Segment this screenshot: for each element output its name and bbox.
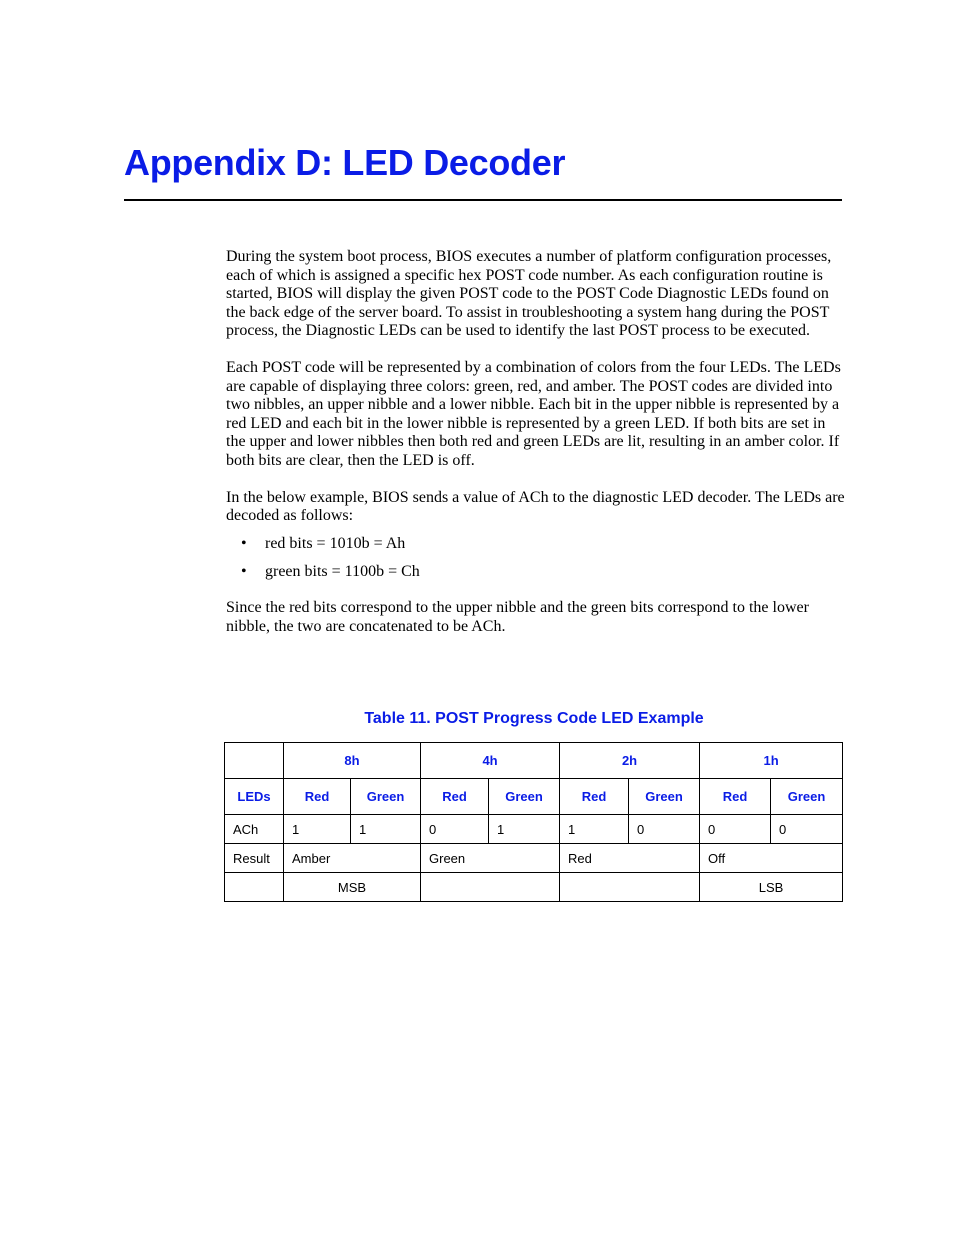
msb-label: MSB [284, 873, 421, 902]
result-label: Result [225, 844, 284, 873]
table-row [225, 779, 843, 815]
bullet-list [226, 535, 846, 582]
list-item: • red bits = 1010b = Ah [241, 534, 406, 552]
subheader-red: Red [421, 779, 489, 815]
subheader-red: Red [560, 779, 629, 815]
table-caption: Table 11. POST Progress Code LED Example [364, 710, 704, 727]
ach-label: ACh [225, 815, 284, 844]
paragraph-concatenation: Since the red bits correspond to the upper nibble and the green bits correspond to the lower nibble, the two are concatenated to be ACh. [226, 599, 809, 635]
empty-cell [225, 743, 284, 779]
group-header-8h: 8h [284, 743, 421, 779]
bit-value: 0 [629, 815, 700, 844]
table-row [225, 743, 843, 779]
subheader-green: Green [489, 779, 560, 815]
empty-cell [560, 873, 700, 902]
group-header-2h: 2h [560, 743, 700, 779]
subheader-green: Green [629, 779, 700, 815]
result-value: Green [421, 844, 560, 873]
bit-value: 0 [771, 815, 843, 844]
title-divider [124, 199, 842, 201]
leds-header: LEDs [225, 779, 284, 815]
table-row [225, 873, 843, 902]
list-item: • green bits = 1100b = Ch [241, 562, 420, 580]
result-value: Amber [284, 844, 421, 873]
empty-cell [421, 873, 560, 902]
subheader-green: Green [351, 779, 421, 815]
page-title: Appendix D: LED Decoder [124, 142, 566, 183]
bit-value: 1 [560, 815, 629, 844]
paragraph-boot-process: During the system boot process, BIOS executes a number of platform configuration processes, each of which is assigned a specific hex POST code number. As each configuration routine is started, BIOS will display the given POST code to the POST Code Diagnostic LEDs found on the back edge of the server board. To assist in troubleshooting a system hang during the POST process, the Diagnostic LEDs can be used to identify the last POST process to be executed. [226, 248, 832, 340]
bit-value: 0 [700, 815, 771, 844]
group-header-4h: 4h [421, 743, 560, 779]
group-header-1h: 1h [700, 743, 843, 779]
bit-value: 0 [421, 815, 489, 844]
table-row [225, 844, 843, 873]
bit-value: 1 [351, 815, 421, 844]
bit-value: 1 [284, 815, 351, 844]
result-value: Off [700, 844, 843, 873]
body-text [226, 248, 846, 654]
subheader-red: Red [284, 779, 351, 815]
paragraph-post-code-colors: Each POST code will be represented by a combination of colors from the four LEDs. The LEDs are capable of displaying three colors: green, red, and amber. The POST codes are divided into two nibbles, an upper nibble and a lower nibble. Each bit in the upper nibble is represented by a red LED and each bit in the lower nibble is represented by a green LED. If both bits are set in the upper and lower nibbles then both red and green LEDs are lit, resulting in an amber color. If both bits are clear, then the LED is off. [226, 358, 841, 469]
table-row [225, 815, 843, 844]
result-value: Red [560, 844, 700, 873]
bullet-text: red bits = 1010b = Ah [265, 534, 406, 552]
paragraph-example-intro: In the below example, BIOS sends a value of ACh to the diagnostic LED decoder. The LEDs are decoded as follows: [226, 488, 845, 525]
bit-value: 1 [489, 815, 560, 844]
post-code-led-table [224, 742, 843, 902]
empty-cell [225, 873, 284, 902]
lsb-label: LSB [700, 873, 843, 902]
subheader-green: Green [771, 779, 843, 815]
subheader-red: Red [700, 779, 771, 815]
bullet-text: green bits = 1100b = Ch [265, 562, 420, 580]
